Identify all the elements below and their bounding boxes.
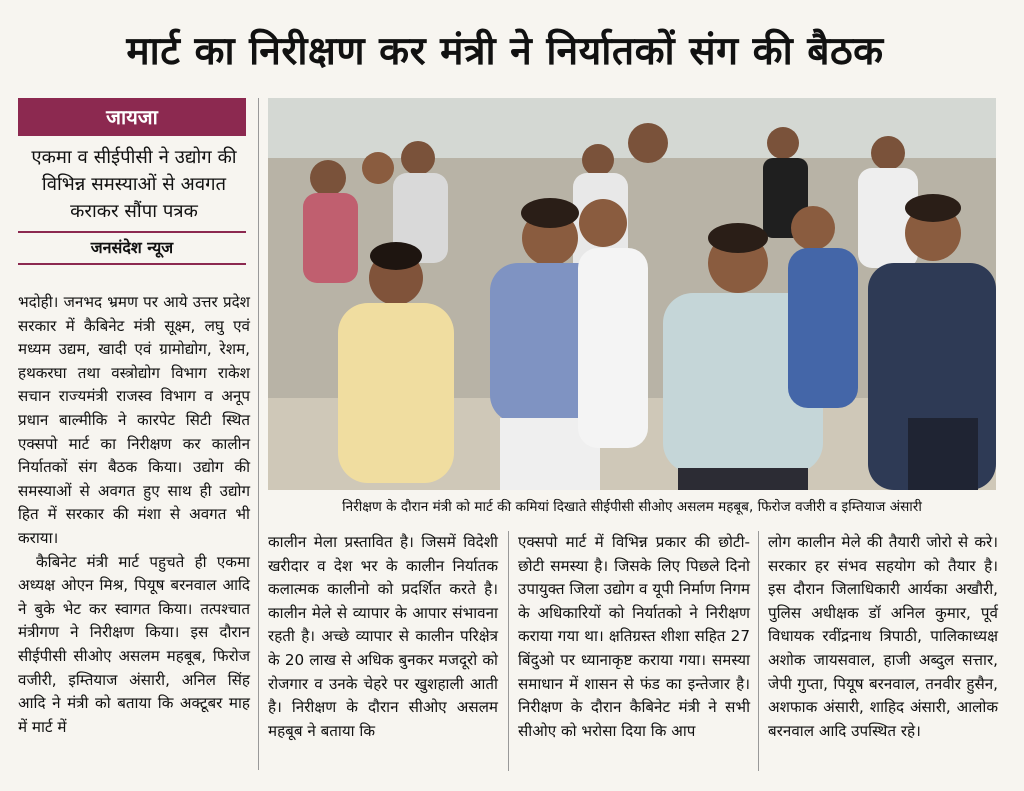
photo-caption: निरीक्षण के दौरान मंत्री को मार्ट की कमियां दिखाते सीईपीसी सीओए असलम महबूब, फिरोज वजीरी व इम्तियाज अंसारी: [342, 499, 922, 515]
news-photo: [268, 98, 996, 490]
kicker-label: जायजा: [18, 98, 246, 136]
article-column-2: कालीन मेला प्रस्तावित है। जिसमें विदेशी खरीदार व देश भर के कालीन निर्यातक कलात्मक कालीनो को प्रदर्शित करते है। कालीन मेले से व्यापार के आपार संभावना रहती है। अच्छे व्यापार से कालीन परिक्षेत्र के 20 लाख से अधिक बुनकर मजदूरो को रोजगार व उनके चेहरे पर खुशहाली आती है। निरीक्षण के दौरान सीओए असलम महबूब ने बताया कि: [268, 533, 498, 740]
byline: जनसंदेश न्यूज: [90, 238, 174, 257]
article-column-3: एक्सपो मार्ट में विभिन्न प्रकार की छोटी-छोटी समस्या है। जिसके लिए पिछले दिनो उपायुक्त जिला उद्योग व यूपी निर्माण निगम के अधिकारियों को निर्यातको ने निरीक्षण कराया गया था। क्षतिग्रस्त शीशा सहित 27 बिंदुओ पर ध्यानाकृष्ट कराया गया। समस्या समाधान में शासन से फंड का इन्तेजार है। निरीक्षण के दौरान कैबिनेट मंत्री ने सभी सीओए को भरोसा दिया कि आप: [518, 533, 750, 740]
column-divider: [508, 531, 509, 771]
headline: मार्ट का निरीक्षण कर मंत्री ने निर्यातकों संग की बैठक: [126, 29, 884, 74]
column-divider: [758, 531, 759, 771]
article-column-1: [18, 291, 250, 739]
divider: [18, 231, 246, 233]
article-paragraph: भदोही। जनभद भ्रमण पर आये उत्तर प्रदेश सरकार में कैबिनेट मंत्री सूक्ष्म, लघु एवं मध्यम उद्यम, खादी एवं ग्रामोद्योग, रेशम, हथकरघा तथा वस्त्रोद्योग विभाग राकेश सचान राज्यमंत्री राजस्व विभाग व अनूप प्रधान बाल्मीकि ने कारपेट सिटी स्थित एक्सपो मार्ट का निरीक्षण कर कालीन निर्यातकों संग बैठक किया। उद्योग की समस्याओं से अवगत हुए साथ ही उद्योग हित में सरकार की मंशा से अवगत भी कराया।: [18, 293, 250, 547]
divider: [18, 263, 246, 265]
column-divider: [258, 98, 259, 770]
article-column-4: लोग कालीन मेले की तैयारी जोरो से करे। सरकार हर संभव सहयोग को तैयार है। इस दौरान जिलाधिकारी आर्यका अखौरी, पुलिस अधीक्षक डॉ अनिल कुमार, पूर्व विधायक रवींद्रनाथ त्रिपाठी, पालिकाध्यक्ष अशोक जायसवाल, हाजी अब्दुल सत्तार, जेपी गुप्ता, पियूष बरनवाल, तनवीर हुसैन, अशफाक अंसारी, शाहिद अंसारी, आलोक बरनवाल आदि उपस्थित रहे।: [768, 533, 998, 740]
article-paragraph: कैबिनेट मंत्री मार्ट पहुचते ही एकमा अध्यक्ष ओएन मिश्र, पियूष बरनवाल आदि ने बुके भेट कर स्वागत किया। तत्पश्चात मंत्रीगण ने निरीक्षण किया। इस दौरान सीईपीसी सीओए असलम महबूब, फिरोज वजीरी, इम्तियाज अंसारी, अनिल सिंह आदि ने मंत्री को बताया कि अक्टूबर माह में मार्ट में: [18, 552, 250, 736]
subheadline: एकमा व सीईपीसी ने उद्योग की विभिन्न समस्याओं से अवगत कराकर सौंपा पत्रक: [31, 147, 237, 222]
photo-illustration: [268, 98, 996, 490]
left-column-header: [18, 98, 250, 265]
